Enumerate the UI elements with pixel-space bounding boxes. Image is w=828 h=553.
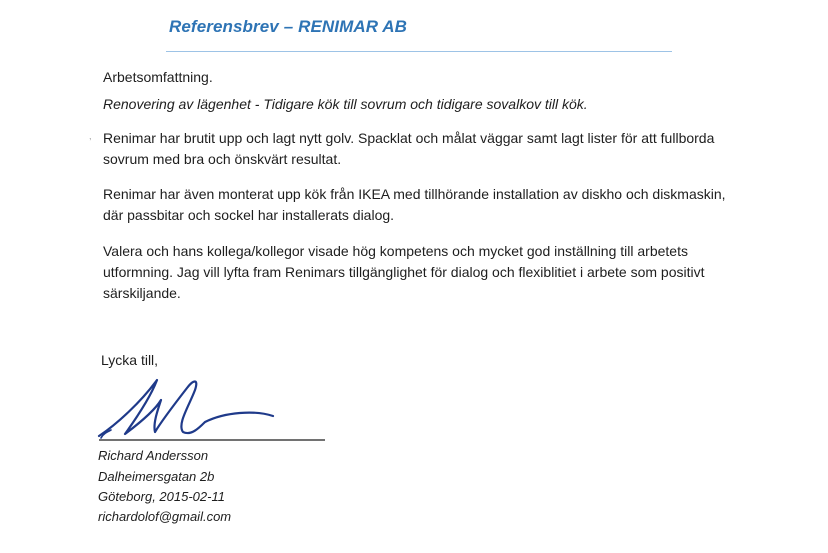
signer-city-date: Göteborg, 2015-02-11: [98, 489, 225, 504]
handwritten-signature: [95, 372, 335, 447]
signer-street: Dalheimersgatan 2b: [98, 469, 215, 484]
signer-email: richardolof@gmail.com: [98, 509, 232, 524]
paragraph-3-line-3: särskiljande.: [103, 285, 181, 301]
paragraph-1-line-1: Renimar har brutit upp och lagt nytt golv. Spacklat och målat väggar samt lagt lister för att fullborda: [103, 130, 715, 146]
paragraph-2-line-2: där passbitar och sockel har installerats dialog.: [103, 207, 395, 223]
paragraph-3-line-2: utformning. Jag vill lyfta fram Renimars tillgänglighet för dialog och flexiblitiet i arbete som positivt: [103, 264, 705, 280]
scope-heading: Arbetsomfattning.: [103, 69, 213, 85]
closing-greeting: Lycka till,: [101, 352, 159, 368]
paragraph-1-line-2: sovrum med bra och önskvärt resultat.: [103, 151, 342, 167]
letter-title: Referensbrev – RENIMAR AB: [169, 17, 408, 36]
paragraph-3-line-1: Valera och hans kollega/kollegor visade hög kompetens och mycket god inställning till arbetets: [103, 243, 688, 259]
title-divider: [166, 51, 672, 52]
paragraph-2-line-1: Renimar har även monterat upp kök från IKEA med tillhörande installation av diskho och diskmaskin,: [103, 186, 726, 202]
scan-mark: ,: [89, 131, 92, 141]
signer-name: Richard Andersson: [98, 448, 209, 463]
scope-description: Renovering av lägenhet - Tidigare kök till sovrum och tidigare sovalkov till kök.: [103, 96, 588, 112]
